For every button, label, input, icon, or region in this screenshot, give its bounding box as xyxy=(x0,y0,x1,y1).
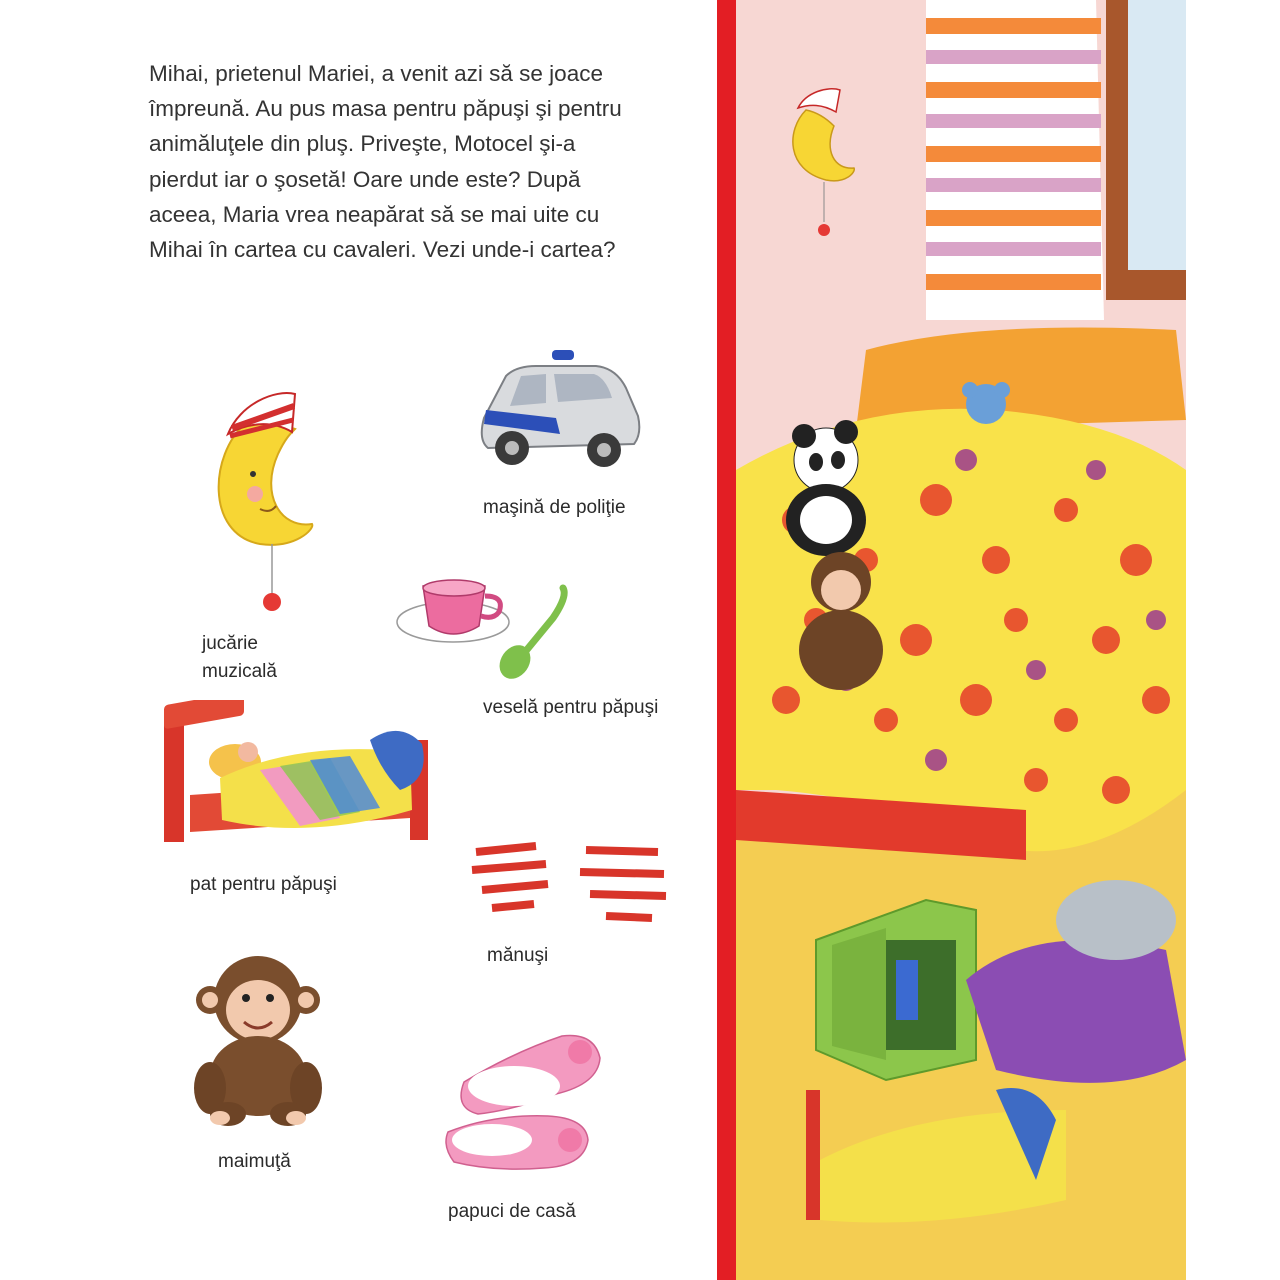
doll-bed-icon xyxy=(160,700,440,850)
label-gloves: mănuşi xyxy=(487,945,549,966)
bedroom-scene xyxy=(736,0,1186,1280)
label-doll-bed: pat pentru păpuşi xyxy=(190,874,337,895)
moon-icon xyxy=(200,384,320,619)
label-doll-dishes: veselă pentru păpuşi xyxy=(483,697,659,718)
monkey-icon xyxy=(190,948,328,1130)
intro-paragraph: Mihai, prietenul Mariei, a venit azi să se joace împreună. Au pus masa pentru păpuşi şi pentru animăluţele din pluş. Priveşte, Motocel şi-a pierdut iar o şosetă! Oare unde este? După aceea, Maria vrea neapărat să se mai uite cu Mihai în cartea cu cavaleri. Vezi unde-i cartea? xyxy=(149,61,622,263)
gloves-icon xyxy=(462,830,672,934)
curtain xyxy=(926,0,1104,320)
label-police-car: maşină de poliţie xyxy=(483,497,626,518)
label-music-toy: jucărie muzicală xyxy=(202,633,277,682)
label-slippers: papuci de casă xyxy=(448,1201,576,1222)
police-car-icon xyxy=(476,348,644,474)
page-divider xyxy=(717,0,736,1280)
cup-spoon-icon xyxy=(393,578,573,684)
slippers-icon xyxy=(444,1022,604,1174)
label-monkey: maimuţă xyxy=(218,1151,291,1172)
